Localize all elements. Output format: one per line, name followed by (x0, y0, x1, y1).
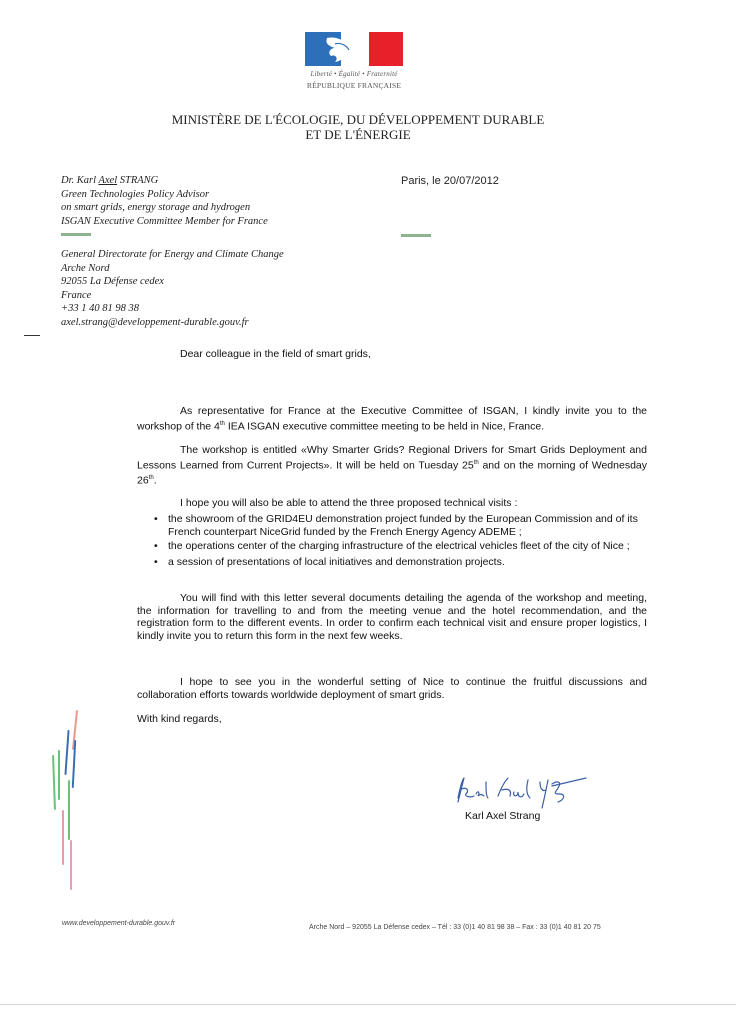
margin-tick (24, 335, 40, 336)
paragraph-1: As representative for France at the Executive Committee of ISGAN, I kindly invite you to the workshop of the 4th IEA ISGAN executive committee meeting to be held in Nice, France. (137, 405, 647, 432)
footer-website: www.developpement-durable.gouv.fr (62, 920, 176, 927)
signature-name: Karl Axel Strang (465, 810, 541, 822)
divider-left-top (61, 233, 91, 236)
country: France (61, 289, 92, 301)
sender-name-middle: Axel (98, 175, 118, 186)
paragraph-3: I hope you will also be able to attend the three proposed technical visits : (180, 497, 518, 509)
address-block (61, 248, 381, 329)
directorate: General Directorate for Energy and Climate Change (61, 249, 284, 260)
paragraph-4: You will find with this letter several documents detailing the agenda of the workshop and meeting, the information for travelling to and from the meeting venue and the hotel recommendation, and the registration form to the different events. In order to confirm each technical visit and ensure proper logistics, I kindly invite you to return this form in the next few weeks. (137, 592, 647, 642)
building: Arche Nord (61, 262, 110, 274)
ministry-heading (140, 112, 576, 142)
phone: +33 1 40 81 98 38 (61, 303, 139, 314)
list-item: • the showroom of the GRID4EU demonstration project funded by the European Commission and of its French counterpart NiceGrid funded by the French Energy Agency ADEME ; (154, 513, 638, 538)
closing: With kind regards, (137, 713, 222, 725)
french-flag-icon (305, 32, 403, 68)
email: axel.strang@developpement-durable.gouv.fr (61, 316, 249, 328)
decorative-lines (48, 700, 88, 910)
handwritten-signature (448, 772, 593, 812)
sender-title3: ISGAN Executive Committee Member for France (61, 215, 268, 227)
sender-block (61, 174, 361, 228)
sender-name: Dr. Karl Axel STRANG (61, 175, 159, 186)
list-item: • the operations center of the charging infrastructure of the electrical vehicles fleet of the city of Nice ; (154, 540, 630, 552)
paragraph-5: I hope to see you in the wonderful setting of Nice to continue the fruitful discussions and collaboration efforts towards worldwide deployment of smart grids. (137, 676, 647, 701)
ministry-line1: MINISTÈRE DE L'ÉCOLOGIE, DU DÉVELOPPEMENT DURABLE (171, 112, 545, 127)
city: 92055 La Défense cedex (61, 276, 164, 287)
sender-title2: on smart grids, energy storage and hydrogen (61, 202, 251, 213)
footer-address: Arche Nord – 92055 La Défense cedex – Tél : 33 (0)1 40 81 98 38 – Fax : 33 (0)1 40 81 20 75 (309, 924, 601, 931)
list-item: • a session of presentations of local initiatives and demonstration projects. (154, 555, 505, 568)
paragraph-2: The workshop is entitled «Why Smarter Grids? Regional Drivers for Smart Grids Deployment and Lessons Learned from Current Projects». It will be held on Tuesday 25th and on the morning of Wednesday 26th. (137, 444, 647, 486)
bullet-list (154, 513, 648, 568)
logo-republic: RÉPUBLIQUE FRANÇAISE (306, 81, 402, 90)
scan-edge (0, 1004, 736, 1005)
marianne-logo (305, 32, 403, 68)
logo-motto: Liberté • Égalité • Fraternité (310, 70, 398, 78)
ministry-line2: ET DE L'ÉNERGIE (305, 127, 411, 142)
salutation: Dear colleague in the field of smart grids, (180, 348, 371, 360)
divider-right (401, 234, 431, 237)
sender-title1: Green Technologies Policy Advisor (61, 188, 210, 200)
letter-date: Paris, le 20/07/2012 (401, 175, 499, 187)
